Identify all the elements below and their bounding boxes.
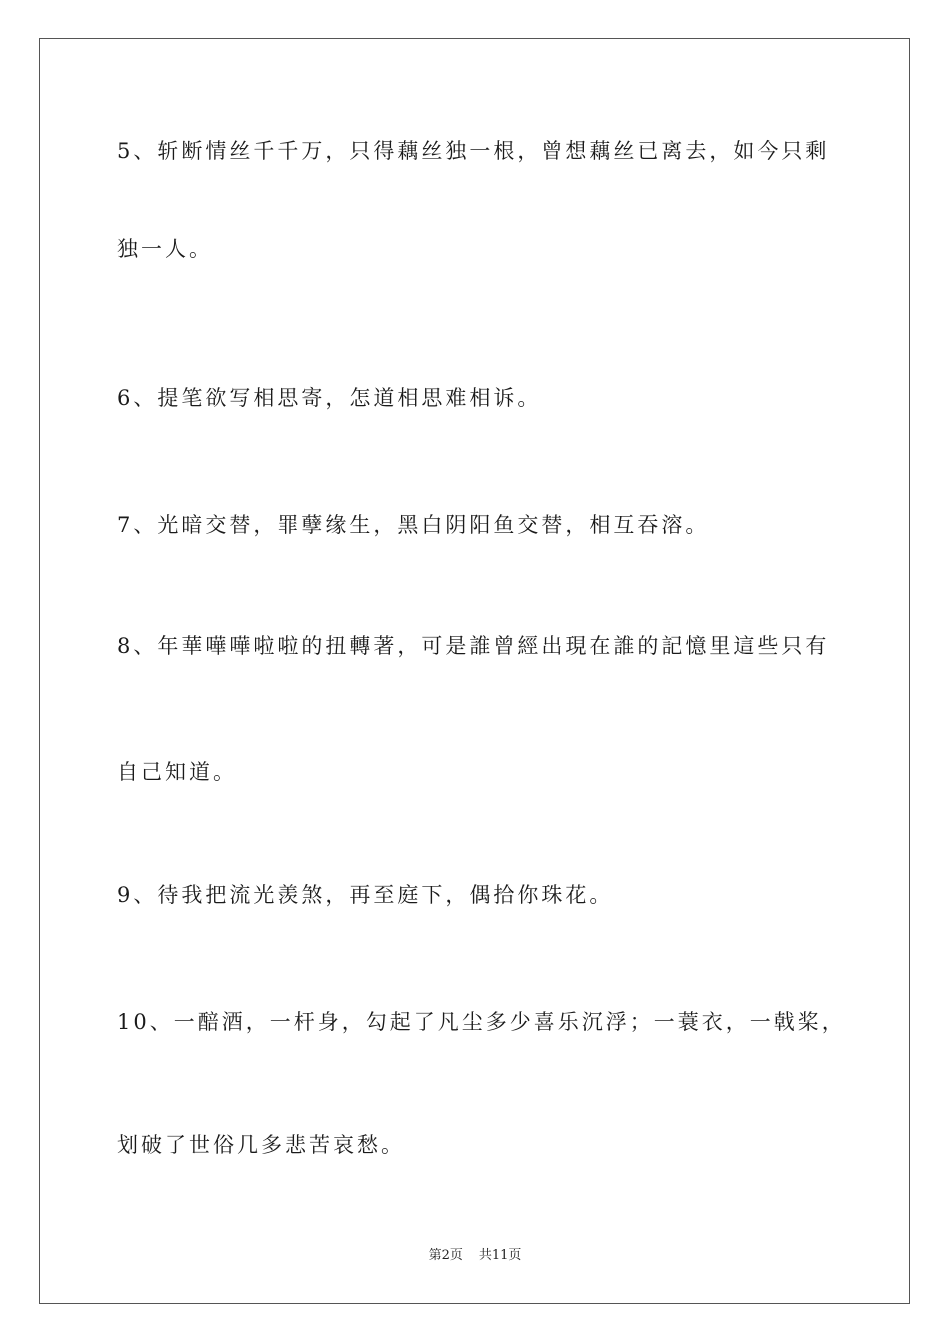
text-line-item-10: 10、一醅酒，一杆身，勾起了凡尘多少喜乐沉浮；一蓑衣，一戟桨， [117,1010,846,1034]
text-line-item-6: 6、提笔欲写相思寄，怎道相思难相诉。 [117,386,542,410]
text-line-item-5: 5、斩断情丝千千万，只得藕丝独一根，曾想藕丝已离去，如今只剩 [117,139,830,163]
text-line-item-8-cont: 自己知道。 [117,760,237,784]
text-line-item-9: 9、待我把流光羡煞，再至庭下，偶拾你珠花。 [117,883,614,907]
text-line-item-5-cont: 独一人。 [117,237,213,261]
text-line-item-7: 7、光暗交替，罪孽缘生，黑白阴阳鱼交替，相互吞溶。 [117,513,710,537]
page-number: 第2页 [428,1248,463,1263]
text-line-item-8: 8、年華嘩嘩啦啦的扭轉著，可是誰曾經出現在誰的記憶里這些只有 [117,634,830,658]
page-footer [0,1248,950,1264]
page-total: 共11页 [478,1248,522,1263]
page-frame [39,38,910,1304]
text-line-item-10-cont: 划破了世俗几多悲苦哀愁。 [117,1133,405,1157]
